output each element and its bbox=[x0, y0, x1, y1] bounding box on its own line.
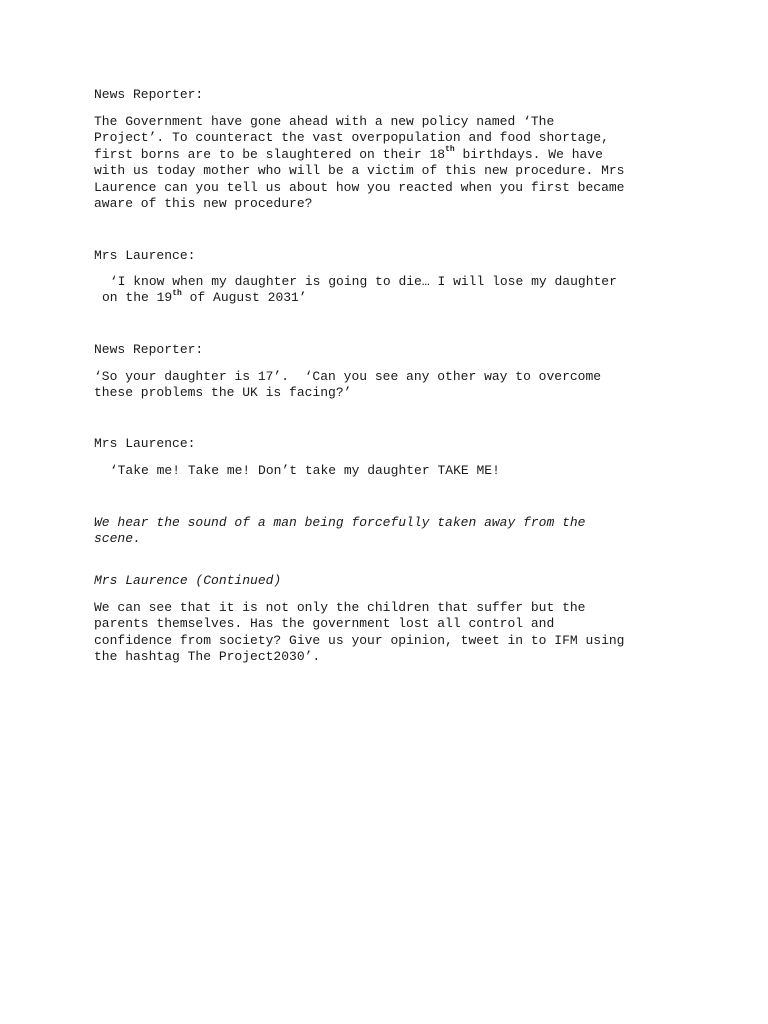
text-line bbox=[94, 130, 609, 145]
text-line bbox=[94, 531, 141, 546]
text-line bbox=[94, 163, 625, 178]
text-line bbox=[102, 463, 500, 478]
text-line bbox=[94, 633, 625, 648]
text-run: on the 19 bbox=[102, 290, 173, 306]
text-run: first borns are to be slaughtered on their 18 bbox=[94, 146, 446, 162]
text-line bbox=[94, 180, 625, 195]
text-line bbox=[102, 274, 617, 289]
speaker-label: Mrs Laurence (Continued) bbox=[94, 573, 282, 588]
ordinal-suffix: th bbox=[445, 145, 455, 155]
speaker-label: Mrs Laurence: bbox=[94, 436, 196, 451]
text-line bbox=[94, 515, 585, 530]
text-run: The Government have gone ahead with a new policy named ‘The bbox=[94, 114, 555, 129]
text-line bbox=[94, 147, 603, 162]
text-line bbox=[94, 369, 601, 384]
text-run: of August 2031’ bbox=[181, 290, 307, 306]
news-reporter-paragraph-2 bbox=[94, 369, 694, 402]
text-line bbox=[102, 290, 307, 305]
mrs-laurence-quote-1 bbox=[94, 274, 702, 307]
speaker-label: News Reporter: bbox=[94, 87, 204, 102]
text-run: ‘So your daughter is 17’. ‘Can you see any other way to overcome bbox=[94, 369, 602, 384]
text-line bbox=[94, 649, 320, 664]
stage-direction bbox=[94, 515, 694, 548]
text-run: Project’. To counteract the vast overpopulation and food shortage, bbox=[94, 130, 609, 146]
text-run: scene. bbox=[94, 531, 141, 547]
mrs-laurence-quote-2 bbox=[94, 463, 702, 479]
ordinal-suffix: th bbox=[172, 289, 182, 299]
text-run: We hear the sound of a man being forcefully taken away from the bbox=[94, 515, 586, 530]
text-run: these problems the UK is facing?’ bbox=[94, 385, 352, 401]
text-run: birthdays. We have bbox=[454, 146, 603, 162]
text-run: Laurence can you tell us about how you reacted when you first became bbox=[94, 179, 625, 195]
text-line bbox=[94, 616, 554, 631]
text-run: ‘Take me! Take me! Don’t take my daughter TAKE ME! bbox=[102, 463, 500, 478]
text-run: We can see that it is not only the children that suffer but the bbox=[94, 600, 586, 615]
text-run: the hashtag The Project2030’. bbox=[94, 649, 321, 665]
text-run: aware of this new procedure? bbox=[94, 196, 313, 212]
speaker-label: News Reporter: bbox=[94, 342, 204, 357]
text-line bbox=[94, 114, 554, 129]
text-run: parents themselves. Has the government lost all control and bbox=[94, 616, 555, 632]
text-line bbox=[94, 196, 312, 211]
news-reporter-paragraph-1 bbox=[94, 114, 694, 212]
text-run: with us today mother who will be a victim of this new procedure. Mrs bbox=[94, 163, 625, 179]
text-run: confidence from society? Give us your opinion, tweet in to IFM using bbox=[94, 632, 625, 648]
closing-paragraph bbox=[94, 600, 694, 666]
text-run: ‘I know when my daughter is going to die… I will lose my daughter bbox=[102, 274, 617, 289]
speaker-label: Mrs Laurence: bbox=[94, 248, 196, 263]
text-line bbox=[94, 385, 351, 400]
text-line bbox=[94, 600, 585, 615]
